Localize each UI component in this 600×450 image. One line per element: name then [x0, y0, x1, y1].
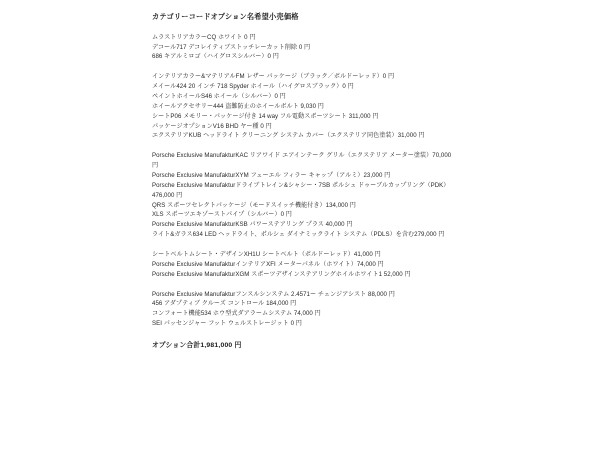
option-line: Porsche Exclusive Manufakturドライブトレイン&シャシー・7SB ポルシェ ドゥーブルカップリング（PDK）476,000 円: [152, 181, 450, 199]
option-line: ライト&ガラス634 LED ヘッドライト、ポルシェ ダイナミックライト システム（PDLS）を含む279,000 円: [152, 231, 445, 239]
option-group-exclusive-a: [152, 151, 452, 240]
option-line: デコール717 デコレイティブストッチレーカット削除 0 円: [152, 43, 311, 51]
option-line: QRS スポーツセレクトパッケージ（モードスイッチ機能付き）134,000 円: [152, 201, 356, 209]
option-line: SEI パッセンジャー フット ウェルストレージット 0 円: [152, 320, 302, 328]
option-line: Porsche Exclusive ManufakturKAC リアワイド エアインテーク グリル（エクステリア メーター塗装）70,000 円: [152, 152, 453, 170]
option-line: 456 アダプティブ クルーズ コントロール 184,000 円: [152, 300, 297, 308]
option-line: ムラストリアカラーCQ ホワイト 0 円: [152, 33, 256, 41]
page-title: カテゴリーコードオプション名希望小売価格: [152, 12, 299, 21]
option-line: XLS スポーツエキゾーストパイプ（シルバー）0 円: [152, 211, 292, 219]
option-line: Porsche Exclusive ManufakturKSB パワーステアリング プラス 40,000 円: [152, 221, 353, 229]
option-group-exterior: [152, 33, 452, 63]
option-group-interior: [152, 72, 452, 141]
option-group-exclusive-b: [152, 250, 452, 280]
option-line: エクステリアKUB ヘッドライト クリーニング システム カバー（エクステリア同色塗装）31,000 円: [152, 132, 425, 140]
option-line: コンフォート機能534 ホウ型式ダアラームシステム 74,000 円: [152, 310, 321, 318]
option-line: Porsche Exclusive ManufakturXGM スポーツデザインステアリングホイルホワイト1 52,000 円: [152, 270, 411, 278]
option-line: Porsche Exclusive Manufakturフンスルシンステム 2.4571ー チェンジアシスト 88,000 円: [152, 290, 395, 298]
option-line: シートP06 メモリー・パッケージ付き 14 way フル電動スポーツシート 311,000 円: [152, 112, 379, 120]
option-line: ペイントホイールS46 ホイール（シルバー）0 円: [152, 93, 286, 101]
option-total: オプション合計1,981,000 円: [152, 342, 242, 350]
document-body: [152, 12, 452, 351]
option-line: パッケージオプションV16 BHD ヤー種 0 円: [152, 122, 272, 130]
option-line: 686 キアルミロゴ（ハイグロスシルバー）0 円: [152, 53, 279, 61]
option-line: Porsche Exclusive ManufakturインテリアXFI メーターパネル（ホワイト）74,000 円: [152, 260, 384, 268]
option-group-exclusive-c: [152, 290, 452, 329]
option-line: インテリアカラー&マテリアルFM レザー パッケージ（ブラック／ボルドーレッド）0 円: [152, 73, 395, 81]
option-line: Porsche Exclusive ManufakturXYM フューエル フィラー キャップ（アルミ）23,000 円: [152, 172, 391, 180]
option-line: メイール424 20 インチ 718 Spyder ホイール（ハイグロスブラック）0 円: [152, 83, 354, 91]
option-line: ホイールアクセサリー444 盗難防止のホイールボルト 9,030 円: [152, 102, 324, 110]
option-line: シートベルトムシート・デザインXH1U シートベルト（ボルドーレッド）41,000 円: [152, 251, 381, 259]
